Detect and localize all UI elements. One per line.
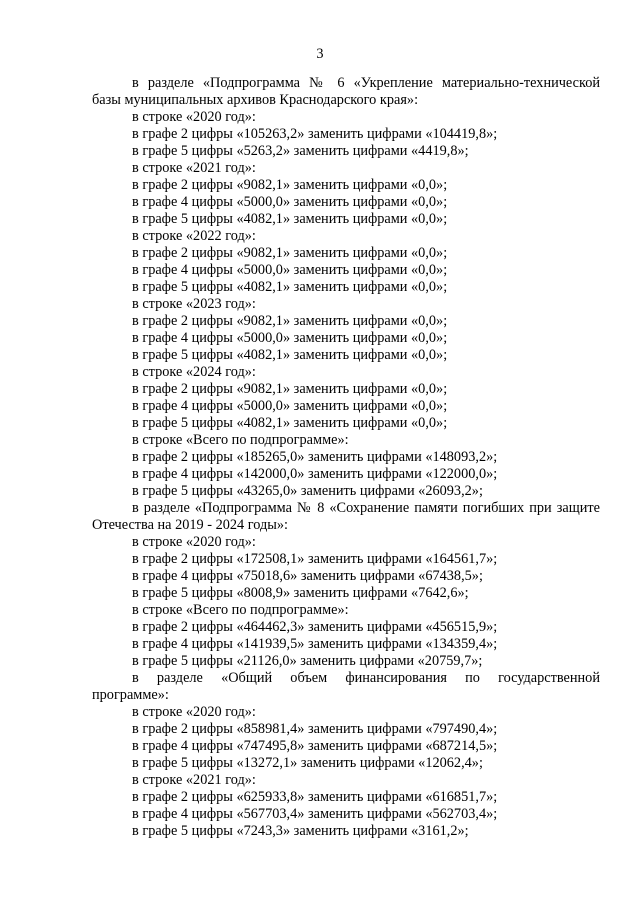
text-line: в графе 4 цифры «5000,0» заменить цифрами «0,0»; (132, 194, 448, 210)
text-line: в графе 4 цифры «141939,5» заменить цифрами «134359,4»; (132, 636, 498, 652)
text-line: в графе 4 цифры «747495,8» заменить цифрами «687214,5»; (132, 738, 498, 754)
text-line: в графе 5 цифры «21126,0» заменить цифрами «20759,7»; (132, 653, 483, 669)
text-line: в строке «Всего по подпрограмме»: (132, 602, 349, 618)
text-line: в графе 2 цифры «625933,8» заменить цифрами «616851,7»; (132, 789, 498, 805)
text-line: в графе 2 цифры «464462,3» заменить цифрами «456515,9»; (132, 619, 498, 635)
text-line: в разделе «Подпрограмма № 6 «Укрепление материально-технической (132, 75, 600, 91)
text-line: в строке «2024 год»: (132, 364, 256, 380)
text-line: в графе 4 цифры «142000,0» заменить цифрами «122000,0»; (132, 466, 498, 482)
text-line: в строке «2020 год»: (132, 704, 256, 720)
text-line: в строке «2020 год»: (132, 109, 256, 125)
text-line: в графе 5 цифры «4082,1» заменить цифрами «0,0»; (132, 347, 448, 363)
text-line: в графе 2 цифры «9082,1» заменить цифрами «0,0»; (132, 177, 448, 193)
text-line: в графе 4 цифры «5000,0» заменить цифрами «0,0»; (132, 262, 448, 278)
text-line: в графе 5 цифры «4082,1» заменить цифрами «0,0»; (132, 279, 448, 295)
text-line: в графе 2 цифры «858981,4» заменить цифрами «797490,4»; (132, 721, 498, 737)
text-line: в графе 4 цифры «567703,4» заменить цифрами «562703,4»; (132, 806, 498, 822)
text-line: в графе 5 цифры «4082,1» заменить цифрами «0,0»; (132, 415, 448, 431)
text-line: в графе 2 цифры «9082,1» заменить цифрами «0,0»; (132, 313, 448, 329)
text-line: в графе 2 цифры «185265,0» заменить цифрами «148093,2»; (132, 449, 498, 465)
text-line: в строке «2022 год»: (132, 228, 256, 244)
text-line: в графе 2 цифры «172508,1» заменить цифрами «164561,7»; (132, 551, 498, 567)
text-line: в разделе «Общий объем финансирования по государственной (132, 670, 600, 686)
text-line: в строке «Всего по подпрограмме»: (132, 432, 349, 448)
text-line: в графе 4 цифры «5000,0» заменить цифрами «0,0»; (132, 330, 448, 346)
text-line: в строке «2021 год»: (132, 772, 256, 788)
text-line: в графе 5 цифры «13272,1» заменить цифрами «12062,4»; (132, 755, 483, 771)
text-line: в графе 5 цифры «5263,2» заменить цифрами «4419,8»; (132, 143, 469, 159)
text-line: в строке «2021 год»: (132, 160, 256, 176)
text-line: программе»: (92, 687, 169, 703)
text-line: в графе 5 цифры «4082,1» заменить цифрами «0,0»; (132, 211, 448, 227)
text-line: в строке «2023 год»: (132, 296, 256, 312)
document-body (92, 75, 600, 840)
text-line: в графе 4 цифры «5000,0» заменить цифрами «0,0»; (132, 398, 448, 414)
text-line: Отечества на 2019 - 2024 годы»: (92, 517, 289, 533)
text-line: в графе 2 цифры «9082,1» заменить цифрами «0,0»; (132, 245, 448, 261)
text-line: в графе 4 цифры «75018,6» заменить цифрами «67438,5»; (132, 568, 483, 584)
text-line: в графе 5 цифры «7243,3» заменить цифрами «3161,2»; (132, 823, 469, 839)
page-number: 3 (316, 46, 324, 62)
text-line: в графе 5 цифры «8008,9» заменить цифрами «7642,6»; (132, 585, 469, 601)
text-line: базы муниципальных архивов Краснодарского края»: (92, 92, 419, 108)
text-line: в строке «2020 год»: (132, 534, 256, 550)
text-line: в графе 2 цифры «105263,2» заменить цифрами «104419,8»; (132, 126, 498, 142)
text-line: в графе 2 цифры «9082,1» заменить цифрами «0,0»; (132, 381, 448, 397)
text-line: в разделе «Подпрограмма № 8 «Сохранение памяти погибших при защите (132, 500, 600, 516)
text-line: в графе 5 цифры «43265,0» заменить цифрами «26093,2»; (132, 483, 483, 499)
